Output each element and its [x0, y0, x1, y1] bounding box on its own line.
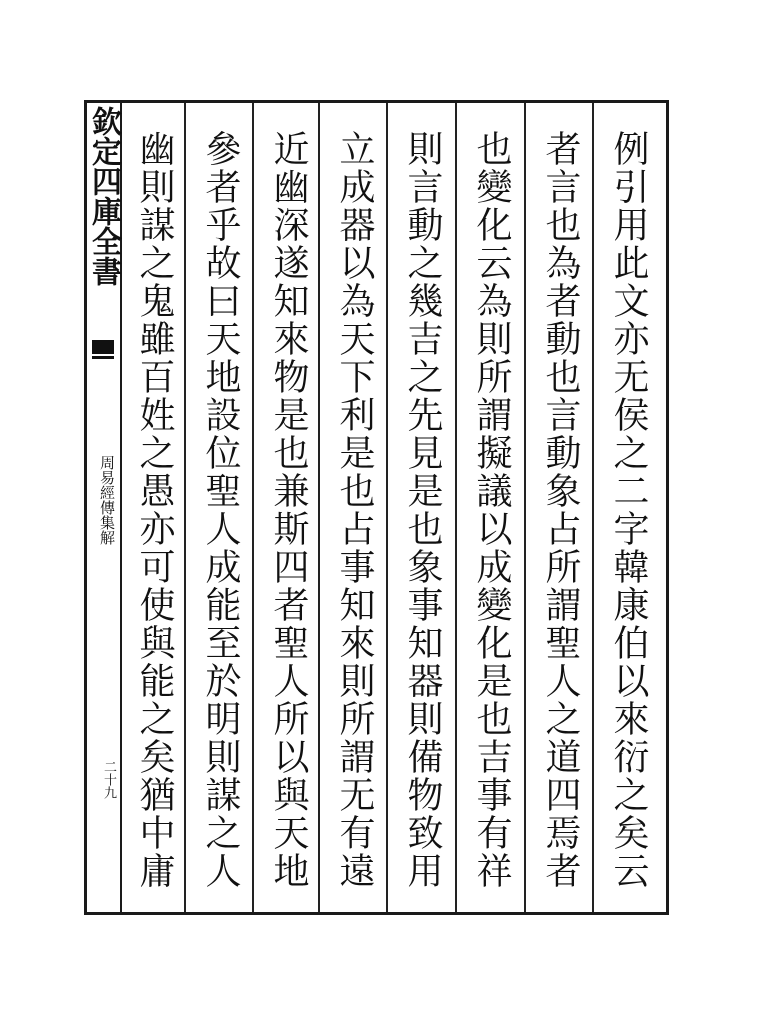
column-rule: [184, 103, 186, 912]
text-column-8: 幽則謀之鬼雖百姓之愚亦可使與能之矣猶中庸: [134, 130, 175, 890]
column-rule: [386, 103, 388, 912]
column-rule: [455, 103, 457, 912]
fishtail-line: [92, 356, 114, 359]
text-column-7: 參者乎故曰天地設位聖人成能至於明則謀之人: [200, 130, 241, 890]
text-column-4: 則言動之幾吉之先見是也象事知器則備物致用: [402, 130, 443, 890]
text-column-2: 者言也為者動也言動象占所謂聖人之道四焉者: [540, 130, 581, 890]
book-title: 周易經傳集解: [98, 455, 116, 545]
text-column-5: 立成器以為天下利是也占事知來則所謂无有遠: [334, 130, 375, 890]
text-column-3: 也變化云為則所謂擬議以成變化是也吉事有祥: [471, 130, 512, 890]
fishtail-mark: [92, 340, 114, 354]
column-rule: [252, 103, 254, 912]
column-rule: [592, 103, 594, 912]
text-column-1: 例引用此文亦无侯之二字韓康伯以來衍之矣云: [608, 130, 649, 890]
collection-title: 欽定四庫全書: [86, 106, 121, 286]
page-number: 二十九: [101, 760, 116, 799]
text-column-6: 近幽深遂知來物是也兼斯四者聖人所以與天地: [268, 130, 309, 890]
column-rule: [318, 103, 320, 912]
column-rule: [524, 103, 526, 912]
